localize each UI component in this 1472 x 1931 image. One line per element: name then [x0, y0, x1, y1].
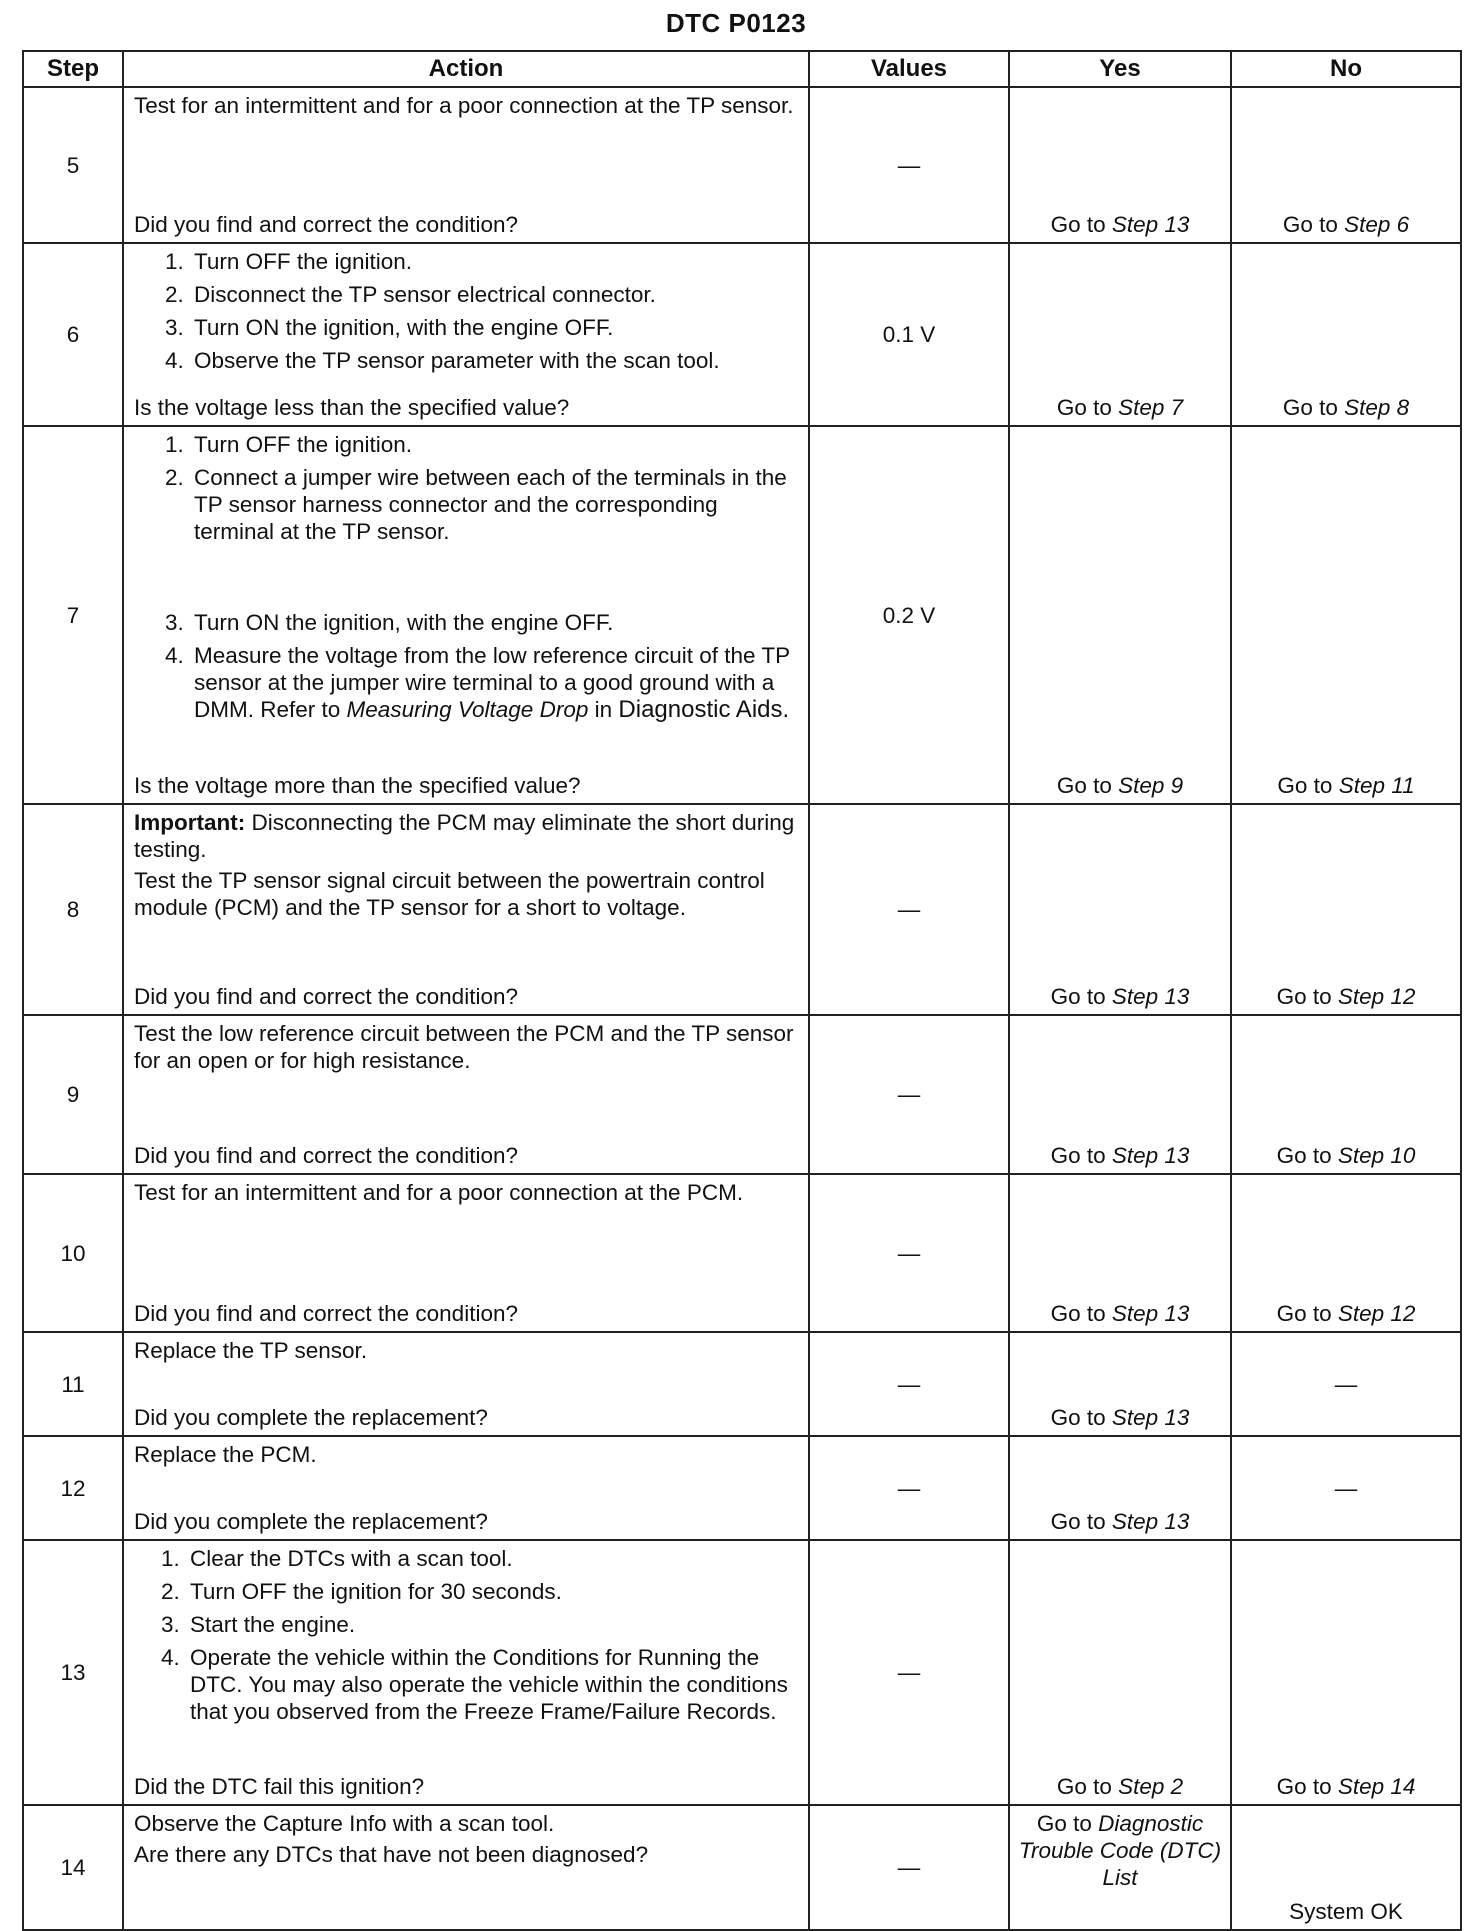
- no-step-ref: Step 11: [1338, 773, 1415, 798]
- dtc-list-ref: Diagnostic Trouble Code (DTC) List: [1018, 1811, 1222, 1890]
- table-row: [23, 1015, 1461, 1174]
- no-cell: [1231, 87, 1461, 243]
- measuring-voltage-drop-ref: Measuring Voltage Drop: [346, 697, 589, 722]
- action-cell: [123, 87, 809, 243]
- no-cell: —: [1231, 1436, 1461, 1540]
- action-cell: [123, 1436, 809, 1540]
- action-cell: [123, 1540, 809, 1805]
- dtc-table: [22, 50, 1462, 1931]
- no-step-ref: Step 10: [1337, 1143, 1416, 1168]
- step-number: 13: [23, 1540, 123, 1805]
- no-cell: System OK: [1231, 1805, 1461, 1930]
- value-cell: —: [809, 1540, 1009, 1805]
- step-number: 14: [23, 1805, 123, 1930]
- action-step-item: 1. Turn OFF the ignition.: [190, 248, 800, 275]
- action-step-item: [190, 642, 800, 725]
- page-title: DTC P0123: [665, 8, 807, 38]
- no-step-ref: Step 14: [1337, 1774, 1416, 1799]
- table-row: [23, 1332, 1461, 1436]
- action-question: Did the DTC fail this ignition?: [134, 1774, 425, 1799]
- yes-cell: [1009, 426, 1231, 804]
- action-cell: [123, 1174, 809, 1332]
- action-question: Is the voltage less than the specified value?: [134, 395, 570, 420]
- go-to-label: Go to: [1282, 212, 1338, 237]
- header-values: Values: [809, 51, 1009, 87]
- table-row: [23, 1540, 1461, 1805]
- header-yes: Yes: [1009, 51, 1231, 87]
- go-to-label: Go to: [1277, 773, 1333, 798]
- action-question: Did you find and correct the condition?: [134, 212, 518, 237]
- action-text: Replace the PCM.: [134, 1442, 317, 1467]
- action-question: Did you find and correct the condition?: [134, 984, 518, 1009]
- action-question: Is the voltage more than the specified value?: [134, 773, 581, 798]
- go-to-label: Go to: [1036, 1811, 1092, 1836]
- action-question: Did you find and correct the condition?: [134, 1143, 518, 1168]
- value-cell: —: [809, 1174, 1009, 1332]
- go-to-label: Go to: [1276, 1143, 1332, 1168]
- important-label: Important:: [134, 810, 246, 835]
- yes-step-ref: Step 13: [1111, 1301, 1190, 1326]
- go-to-label: Go to: [1050, 1143, 1106, 1168]
- go-to-label: Go to: [1056, 395, 1112, 420]
- value-cell: —: [809, 804, 1009, 1015]
- action-step-item: 3. Turn ON the ignition, with the engine OFF.: [190, 314, 800, 341]
- value-cell: —: [809, 1015, 1009, 1174]
- action-question: Did you complete the replacement?: [134, 1509, 488, 1534]
- go-to-label: Go to: [1050, 1301, 1106, 1326]
- yes-step-ref: Step 13: [1111, 984, 1190, 1009]
- action-step-item: 1. Clear the DTCs with a scan tool.: [186, 1545, 800, 1572]
- yes-step-ref: Step 13: [1111, 212, 1190, 237]
- action-step-item: 3. Start the engine.: [186, 1611, 800, 1638]
- yes-step-ref: Step 13: [1111, 1509, 1190, 1534]
- action-cell: [123, 1805, 809, 1930]
- step-number: 7: [23, 426, 123, 804]
- go-to-label: Go to: [1276, 984, 1332, 1009]
- yes-cell: [1009, 243, 1231, 426]
- go-to-label: Go to: [1050, 1509, 1106, 1534]
- action-question: Are there any DTCs that have not been diagnosed?: [134, 1842, 649, 1867]
- action-step-item: 4. Operate the vehicle within the Conditions for Running the DTC. You may also operate the vehicle within the conditions that you observed from the Freeze Frame/Failure Records.: [186, 1644, 800, 1725]
- action-steps: [134, 1545, 800, 1731]
- action-cell: [123, 1015, 809, 1174]
- action-question: Did you find and correct the condition?: [134, 1301, 518, 1326]
- action-text: Replace the TP sensor.: [134, 1338, 368, 1363]
- measure-text: Measure the voltage from the low reference circuit of the TP sensor at the jumper wire terminal to a good ground with a DMM. Refer to: [194, 643, 790, 722]
- value-cell: —: [809, 1332, 1009, 1436]
- no-step-ref: Step 12: [1337, 1301, 1416, 1326]
- step-number: 11: [23, 1332, 123, 1436]
- value-cell: 0.1 V: [809, 243, 1009, 426]
- action-cell: [123, 243, 809, 426]
- no-cell: —: [1231, 1332, 1461, 1436]
- go-to-label: Go to: [1050, 212, 1106, 237]
- go-to-label: Go to: [1056, 773, 1112, 798]
- yes-step-ref: Step 13: [1111, 1405, 1190, 1430]
- no-cell: [1231, 243, 1461, 426]
- value-cell: —: [809, 87, 1009, 243]
- table-row: [23, 426, 1461, 804]
- no-step-ref: Step 8: [1344, 395, 1410, 420]
- value-cell: 0.2 V: [809, 426, 1009, 804]
- no-cell: [1231, 1174, 1461, 1332]
- table-row: [23, 87, 1461, 243]
- action-text: Test the TP sensor signal circuit between the powertrain control module (PCM) and the TP sensor for a short to voltage.: [134, 868, 765, 920]
- no-step-ref: Step 12: [1337, 984, 1416, 1009]
- step-number: 5: [23, 87, 123, 243]
- step-number: 9: [23, 1015, 123, 1174]
- yes-cell: [1009, 1015, 1231, 1174]
- go-to-label: Go to: [1276, 1774, 1332, 1799]
- important-note: [134, 809, 800, 863]
- go-to-label: Go to: [1050, 984, 1106, 1009]
- action-text: Test for an intermittent and for a poor connection at the TP sensor.: [134, 93, 794, 118]
- step-number: 6: [23, 243, 123, 426]
- action-text: Test the low reference circuit between the PCM and the TP sensor for an open or for high resistance.: [134, 1021, 794, 1073]
- yes-cell: [1009, 1805, 1231, 1930]
- action-step-item: 2. Connect a jumper wire between each of the terminals in the TP sensor harness connector and the corresponding terminal at the TP sensor.: [190, 464, 800, 545]
- yes-cell: [1009, 1540, 1231, 1805]
- step-number: 8: [23, 804, 123, 1015]
- header-step: Step: [23, 51, 123, 87]
- go-to-label: Go to: [1276, 1301, 1332, 1326]
- table-header-row: [23, 51, 1461, 87]
- action-step-item: 2. Disconnect the TP sensor electrical connector.: [190, 281, 800, 308]
- yes-cell: [1009, 1174, 1231, 1332]
- go-to-label: Go to: [1282, 395, 1338, 420]
- action-steps: [134, 431, 800, 731]
- diagnostic-aids-ref: Diagnostic Aids.: [618, 696, 790, 723]
- go-to-label: Go to: [1056, 1774, 1112, 1799]
- no-cell: [1231, 426, 1461, 804]
- action-step-item: 2. Turn OFF the ignition for 30 seconds.: [186, 1578, 800, 1605]
- in-text: in: [594, 697, 613, 722]
- action-text: Test for an intermittent and for a poor connection at the PCM.: [134, 1180, 744, 1205]
- header-action: Action: [123, 51, 809, 87]
- value-cell: —: [809, 1805, 1009, 1930]
- important-text: Disconnecting the PCM may eliminate the short during testing.: [134, 810, 795, 862]
- yes-step-ref: Step 9: [1118, 773, 1184, 798]
- action-steps: [134, 248, 800, 380]
- table-row: [23, 1436, 1461, 1540]
- no-cell: [1231, 1540, 1461, 1805]
- go-to-label: Go to: [1050, 1405, 1106, 1430]
- yes-cell: [1009, 1436, 1231, 1540]
- table-row: [23, 804, 1461, 1015]
- action-cell: [123, 1332, 809, 1436]
- yes-step-ref: Step 2: [1118, 1774, 1184, 1799]
- table-row: [23, 1805, 1461, 1930]
- step-number: 10: [23, 1174, 123, 1332]
- action-cell: [123, 804, 809, 1015]
- header-no: No: [1231, 51, 1461, 87]
- action-step-item: 1. Turn OFF the ignition.: [190, 431, 800, 458]
- yes-cell: [1009, 87, 1231, 243]
- action-question: Did you complete the replacement?: [134, 1405, 488, 1430]
- no-cell: [1231, 804, 1461, 1015]
- action-text: Observe the Capture Info with a scan tool.: [134, 1811, 555, 1836]
- yes-step-ref: Step 7: [1118, 395, 1184, 420]
- no-step-ref: Step 6: [1344, 212, 1410, 237]
- yes-cell: [1009, 1332, 1231, 1436]
- action-cell: [123, 426, 809, 804]
- yes-step-ref: Step 13: [1111, 1143, 1190, 1168]
- action-step-item: 3. Turn ON the ignition, with the engine OFF.: [190, 609, 800, 636]
- action-step-item: 4. Observe the TP sensor parameter with the scan tool.: [190, 347, 800, 374]
- step-number: 12: [23, 1436, 123, 1540]
- table-row: [23, 1174, 1461, 1332]
- no-cell: [1231, 1015, 1461, 1174]
- yes-cell: [1009, 804, 1231, 1015]
- table-row: [23, 243, 1461, 426]
- value-cell: —: [809, 1436, 1009, 1540]
